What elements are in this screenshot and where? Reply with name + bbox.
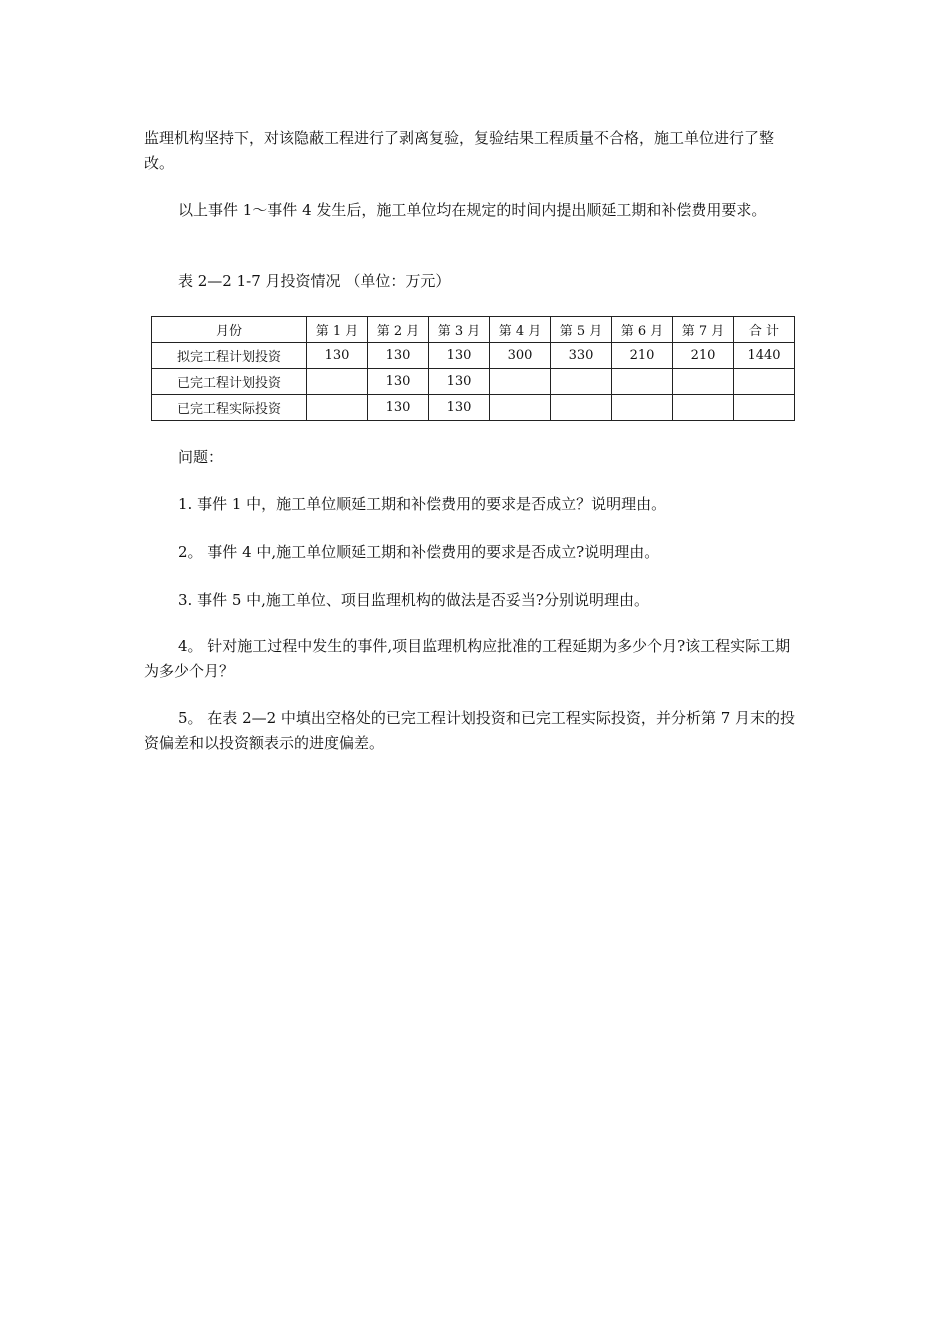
table-cell [490,395,551,421]
table-cell [612,395,673,421]
question-5: 5。 在表 2—2 中填出空格处的已完工程计划投资和已完工程实际投资，并分析第 7 月末的投资偏差和以投资额表示的进度偏差。 [144,709,796,752]
header-cell: 第 2 月 [368,317,429,343]
header-cell: 月份 [152,317,307,343]
table-cell [551,369,612,395]
table-cell: 130 [368,343,429,369]
table-cell [307,395,368,421]
header-cell: 第 6 月 [612,317,673,343]
row-label: 已完工程实际投资 [152,395,307,421]
table-cell [673,395,734,421]
table-cell [734,369,795,395]
table-cell [612,369,673,395]
table-cell: 130 [429,369,490,395]
paragraph-continuation: 监理机构坚持下，对该隐蔽工程进行了剥离复验，复验结果工程质量不合格，施工单位进行了整改。 [144,129,775,172]
table-row [152,395,795,421]
table-cell: 130 [368,395,429,421]
table-cell [673,369,734,395]
table-cell: 130 [368,369,429,395]
question-3: 3. 事件 5 中,施工单位、项目监理机构的做法是否妥当?分别说明理由。 [178,591,649,609]
table-cell: 130 [429,343,490,369]
header-cell: 第 4 月 [490,317,551,343]
row-label: 已完工程计划投资 [152,369,307,395]
paragraph-claims: 以上事件 1～事件 4 发生后，施工单位均在规定的时间内提出顺延工期和补偿费用要求。 [178,201,767,219]
table-row [152,369,795,395]
table-cell [307,369,368,395]
table-cell: 210 [673,343,734,369]
table-cell: 300 [490,343,551,369]
header-cell: 第 3 月 [429,317,490,343]
table-cell: 1440 [734,343,795,369]
question-1: 1. 事件 1 中，施工单位顺延工期和补偿费用的要求是否成立？说明理由。 [178,495,667,513]
table-caption: 表 2—2 1-7 月投资情况 （单位：万元） [178,272,451,290]
header-cell: 第 5 月 [551,317,612,343]
questions-heading: 问题： [178,448,224,466]
table-cell: 130 [307,343,368,369]
investment-table [151,316,795,421]
table-cell [490,369,551,395]
table-cell [551,395,612,421]
question-2: 2。 事件 4 中,施工单位顺延工期和补偿费用的要求是否成立?说明理由。 [178,543,660,561]
header-cell: 第 1 月 [307,317,368,343]
table-cell [734,395,795,421]
header-cell: 合 计 [734,317,795,343]
header-cell: 第 7 月 [673,317,734,343]
table-cell: 210 [612,343,673,369]
table-row [152,343,795,369]
table-cell: 330 [551,343,612,369]
table-cell: 130 [429,395,490,421]
question-4: 4。 针对施工过程中发生的事件,项目监理机构应批准的工程延期为多少个月?该工程实际工期为多少个月？ [144,637,791,680]
row-label: 拟完工程计划投资 [152,343,307,369]
table-header-row [152,317,795,343]
